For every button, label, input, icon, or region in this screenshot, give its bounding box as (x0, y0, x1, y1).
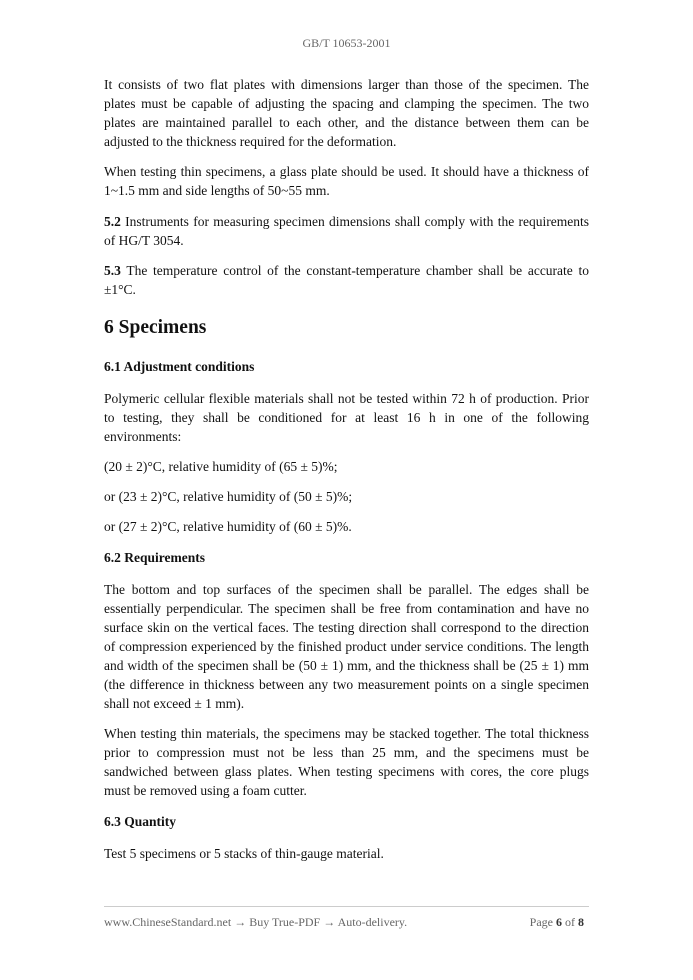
page-content (104, 75, 589, 874)
subsection-heading-adjustment-conditions: 6.1 Adjustment conditions (104, 358, 255, 374)
subsection-heading-requirements: 6.2 Requirements (104, 549, 205, 565)
paragraph-plates-description: It consists of two flat plates with dimensions larger than those of the specimen. The plates must be capable of adjusting the spacing and clamping the specimen. The two plates are maintained parallel to each other, and the distance between them can be adjusted to the thickness required for the deformation. (104, 77, 589, 150)
paragraph-thin-specimens: When testing thin specimens, a glass plate should be used. It should have a thickness of 1~1.5 mm and side lengths of 50~55 mm. (104, 164, 589, 199)
document-header: GB/T 10653-2001 (302, 36, 391, 50)
paragraph-conditioning-intro: Polymeric cellular flexible materials shall not be tested within 72 h of production. Prior to testing, they shall be conditioned for at least 16 h in one of the following environments: (104, 390, 589, 445)
clause-number: 5.2 (104, 213, 121, 229)
arrow-icon: → (320, 915, 338, 929)
page-label: Page (529, 915, 556, 929)
buy-pdf-text: Buy True-PDF (249, 915, 321, 929)
site-link[interactable]: www.ChineseStandard.net (104, 915, 232, 929)
subsection-heading-quantity: 6.3 Quantity (104, 813, 177, 829)
footer-links (104, 915, 407, 930)
condition-item: or (27 ± 2)°C, relative humidity of (60 ± 5)%. (104, 519, 352, 535)
condition-item: (20 ± 2)°C, relative humidity of (65 ± 5)%; (104, 459, 338, 475)
paragraph-specimen-requirements: The bottom and top surfaces of the specimen shall be parallel. The edges shall be essentially perpendicular. The specimen shall be free from contamination and have no surface skin on the vertical faces. The testing direction shall correspond to the direction of compression experienced by the finished product under service conditions. The length and width of the specimen shall be (50 ± 1) mm, and the thickness shall be (25 ± 1) mm (the difference in thickness between any two measurement points on a single specimen shall not exceed ± 1 mm). (104, 581, 589, 712)
of-label: of (562, 915, 578, 929)
clause-5-2 (104, 212, 589, 250)
current-page: 6 (556, 915, 562, 929)
clause-text: Instruments for measuring specimen dimensions shall comply with the requirements of HG/T 3054. (104, 213, 589, 248)
paragraph-thin-materials: When testing thin materials, the specimens may be stacked together. The total thickness prior to compression must not be less than 25 mm, and the specimens must be sandwiched between glass plates. When testing specimens with cores, the core plugs must be removed using a foam cutter. (104, 726, 589, 799)
paragraph-quantity: Test 5 specimens or 5 stacks of thin-gauge material. (104, 845, 384, 861)
page-number (530, 915, 584, 930)
section-heading-specimens: 6 Specimens (104, 316, 207, 338)
clause-text: The temperature control of the constant-temperature chamber shall be accurate to ±1°C. (104, 262, 589, 297)
footer-divider (104, 906, 589, 907)
auto-delivery-text: Auto-delivery. (337, 915, 408, 929)
total-pages: 8 (578, 915, 584, 929)
clause-5-3 (104, 261, 589, 299)
arrow-icon: → (231, 915, 250, 929)
clause-number: 5.3 (104, 262, 121, 278)
condition-item: or (23 ± 2)°C, relative humidity of (50 ± 5)%; (104, 489, 353, 505)
